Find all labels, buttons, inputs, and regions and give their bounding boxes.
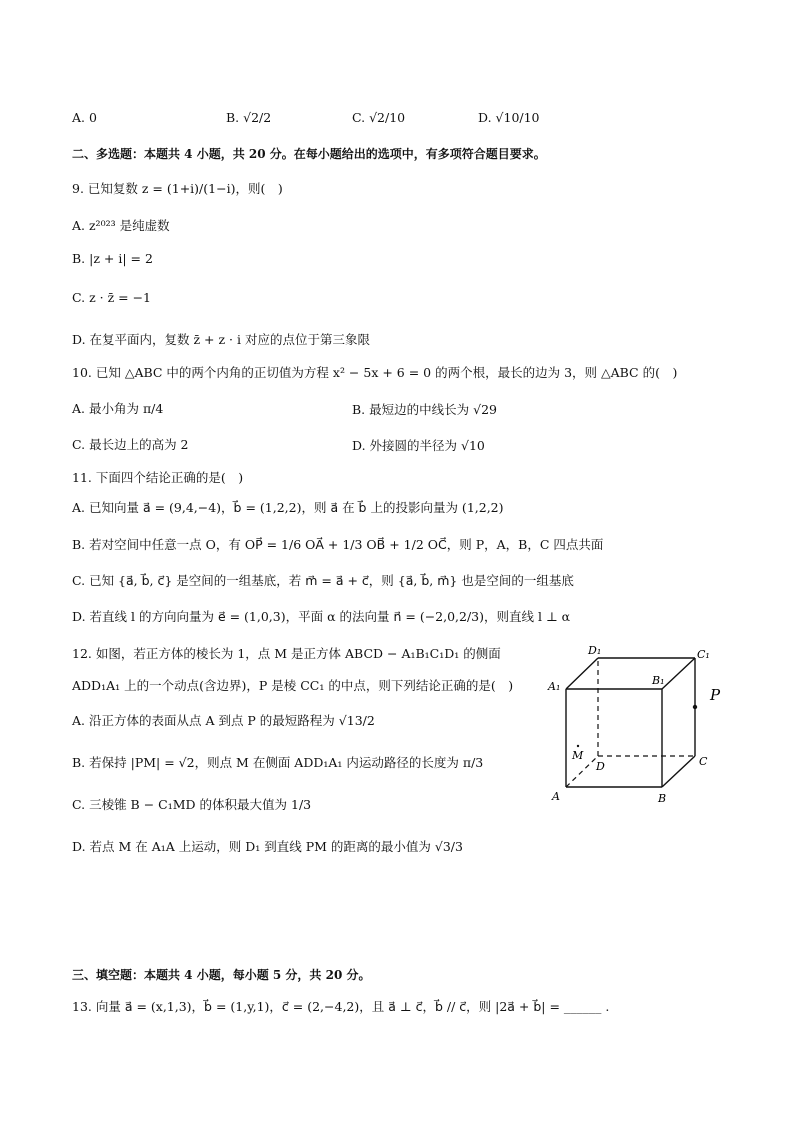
label-B: B	[658, 792, 667, 805]
q10-option-c: C. 最长边上的高为 2	[72, 437, 189, 452]
q12-option-d: D. 若点 M 在 A₁A 上运动，则 D₁ 到直线 PM 的距离的最小值为 √3/3	[72, 839, 463, 854]
point-P	[693, 705, 697, 709]
q11-option-b: B. 若对空间中任意一点 O，有 OP⃗ = 1/6 OA⃗ + 1/3 OB⃗ + 1/2 OC⃗，则 P，A，B，C 四点共面	[72, 537, 604, 552]
q10-option-d: D. 外接圆的半径为 √10	[352, 438, 485, 453]
q10-stem: 10. 已知 △ABC 中的两个内角的正切值为方程 x² − 5x + 6 = 0 的两个根，最长的边为 3，则 △ABC 的( )	[72, 365, 678, 380]
label-D1: D₁	[588, 644, 602, 657]
section-2-header: 二、多选题：本题共 4 小题，共 20 分。在每小题给出的选项中，有多项符合题目要求。	[72, 147, 546, 161]
top-option-a: A. 0	[72, 110, 97, 125]
q12-option-b: B. 若保持 |PM| = √2，则点 M 在侧面 ADD₁A₁ 内运动路径的长度为 π/3	[72, 755, 484, 770]
label-P: P	[710, 686, 721, 704]
q9-option-a: A. z²⁰²³ 是纯虚数	[72, 218, 170, 233]
label-A1: A₁	[548, 680, 561, 693]
q12-stem-line2: ADD₁A₁ 上的一个动点(含边界)，P 是棱 CC₁ 的中点，则下列结论正确的是( )	[72, 678, 514, 693]
edge-A1-D1	[566, 658, 598, 689]
q10-option-b: B. 最短边的中线长为 √29	[352, 402, 497, 417]
q11-option-a: A. 已知向量 a⃗ = (9,4,−4)，b⃗ = (1,2,2)，则 a⃗ 在 b⃗ 上的投影向量为 (1,2,2)	[72, 500, 504, 515]
edge-B1-C1	[662, 658, 695, 689]
q12-option-a: A. 沿正方体的表面从点 A 到点 P 的最短路程为 √13/2	[72, 713, 375, 728]
q13-stem: 13. 向量 a⃗ = (x,1,3)，b⃗ = (1,y,1)，c⃗ = (2,−4,2)，且 a⃗ ⊥ c⃗，b⃗ // c⃗，则 |2a⃗ + b⃗| = ______ .	[72, 999, 610, 1014]
q12-stem-line1: 12. 如图，若正方体的棱长为 1，点 M 是正方体 ABCD − A₁B₁C₁D₁ 的侧面	[72, 646, 501, 661]
label-A: A	[552, 790, 560, 803]
q11-stem: 11. 下面四个结论正确的是( )	[72, 470, 244, 485]
q9-option-d: D. 在复平面内，复数 z̄ + z · i 对应的点位于第三象限	[72, 332, 370, 347]
point-M	[577, 745, 579, 747]
section-3-header: 三、填空题：本题共 4 小题，每小题 5 分，共 20 分。	[72, 968, 371, 982]
q11-option-c: C. 已知 {a⃗, b⃗, c⃗} 是空间的一组基底，若 m⃗ = a⃗ + c⃗，则 {a⃗, b⃗, m⃗} 也是空间的一组基底	[72, 573, 574, 588]
q9-stem: 9. 已知复数 z = (1+i)/(1−i)，则( )	[72, 181, 283, 196]
edge-B-C	[662, 756, 695, 787]
q11-option-d: D. 若直线 l 的方向向量为 e⃗ = (1,0,3)，平面 α 的法向量 n⃗ = (−2,0,2/3)，则直线 l ⊥ α	[72, 609, 571, 624]
label-D: D	[596, 760, 605, 773]
q12-option-c: C. 三棱锥 B − C₁MD 的体积最大值为 1/3	[72, 797, 312, 812]
label-C1: C₁	[697, 648, 710, 661]
cube-figure	[540, 640, 740, 815]
label-C: C	[699, 755, 708, 768]
label-B1: B₁	[652, 674, 665, 687]
top-option-c: C. √2/10	[352, 110, 406, 125]
q10-option-a: A. 最小角为 π/4	[72, 401, 164, 416]
label-M: M	[572, 749, 584, 762]
q9-option-b: B. |z + i| = 2	[72, 251, 153, 266]
top-option-b: B. √2/2	[226, 110, 272, 125]
q9-option-c: C. z · z̄ = −1	[72, 290, 152, 305]
top-option-d: D. √10/10	[478, 110, 540, 125]
